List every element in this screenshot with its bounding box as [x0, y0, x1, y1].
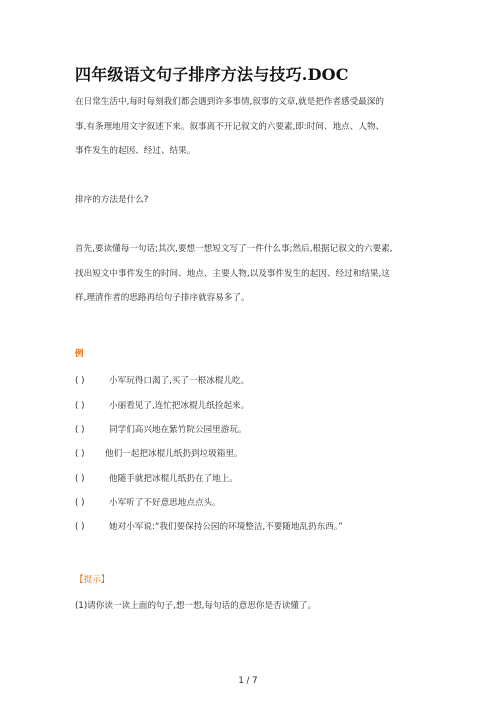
document-title: 四年级语文句子排序方法与技巧.DOC	[75, 65, 349, 84]
answer-blank: ( )	[75, 376, 85, 386]
method-line-1: 首先,要读懂每一句话;其次,要想一想短文写了一件什么事;然后,根据记叙文的六要素,	[75, 244, 393, 254]
example-item	[75, 497, 221, 509]
answer-blank: ( )	[75, 425, 85, 435]
example-item	[75, 400, 249, 412]
intro-line-1: 在日常生活中,每时每刻我们都会遇到许多事情,叙事的文章,就是把作者感受最深的	[75, 97, 384, 107]
example-item-text: 小丽看见了,连忙把冰棍儿纸捡起来。	[109, 401, 250, 411]
answer-blank: ( )	[75, 522, 85, 532]
example-item	[75, 448, 243, 460]
example-item-text: 小军听了不好意思地点点头。	[109, 498, 221, 508]
question-line: 排序的方法是什么?	[75, 195, 149, 205]
example-item-text: 小军玩得口渴了,买了一根冰棍儿吃。	[109, 376, 250, 386]
hint-line: (1)请你读一读上面的句子,想一想,每句话的意思你是否读懂了。	[75, 601, 317, 611]
answer-blank: ( )	[75, 449, 85, 459]
example-item-text: 他们一起把冰棍儿纸扔到垃圾箱里。	[105, 449, 243, 459]
method-line-3: 样,理清作者的思路再给句子排序就容易多了。	[75, 293, 250, 303]
example-item-text: 他随手就把冰棍儿纸扔在了地上。	[109, 474, 238, 484]
hint-label: 【提示】	[75, 575, 110, 585]
answer-blank: ( )	[75, 498, 85, 508]
answer-blank: ( )	[75, 401, 85, 411]
example-item	[75, 521, 343, 533]
example-item-text: 她对小军说:“我们要保持公园的环境整洁,不要随地乱扔东西。”	[109, 522, 343, 532]
intro-line-3: 事件发生的起因、经过、结果。	[75, 146, 196, 156]
answer-blank: ( )	[75, 474, 85, 484]
example-item	[75, 375, 249, 387]
example-item	[75, 473, 238, 485]
intro-line-2: 事,有条理地用文字叙述下来。叙事离不开记叙文的六要素,即:时间、地点、人物、	[75, 122, 385, 132]
example-label: 例	[75, 349, 84, 359]
example-item-text: 同学们高兴地在紫竹院公园里游玩。	[109, 425, 247, 435]
method-line-2: 找出短文中事件发生的时间、地点、主要人物,以及事件发生的起因、经过和结果,这	[75, 269, 390, 279]
example-item	[75, 424, 247, 436]
page-number: 1 / 7	[238, 676, 258, 686]
